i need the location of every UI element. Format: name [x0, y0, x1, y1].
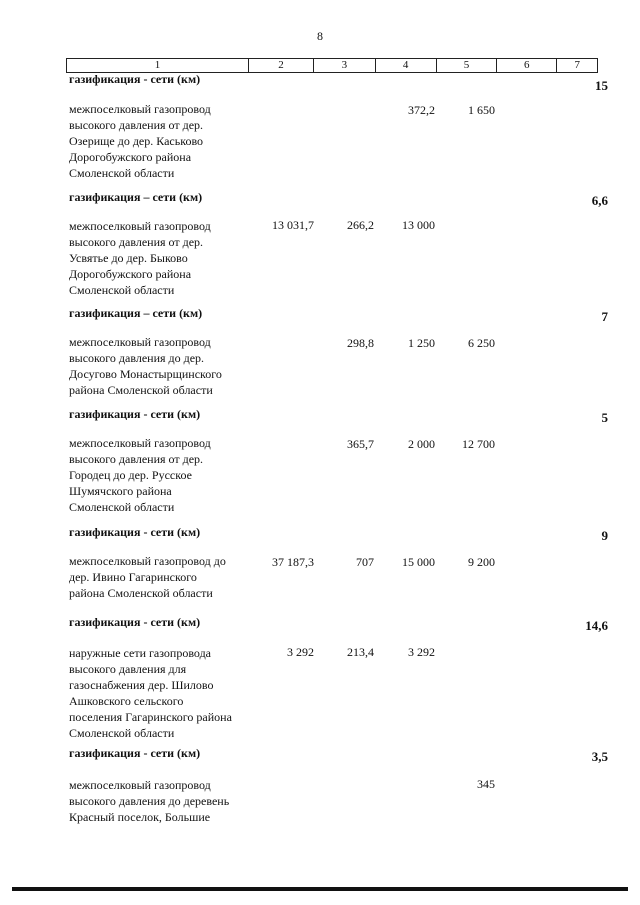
- row-col4-value: 2 000: [408, 437, 435, 451]
- header-col-1: 1: [67, 59, 249, 73]
- row-col3-value: 298,8: [347, 336, 374, 350]
- description-line: высокого давления от дер.: [69, 452, 204, 466]
- row-col3-value: 707: [356, 555, 374, 569]
- description-line: газоснабжения дер. Шилово: [69, 678, 214, 692]
- description-line: межпоселковый газопровод: [69, 778, 211, 792]
- description-line: района Смоленской области: [69, 383, 213, 397]
- bottom-rule: [12, 887, 628, 891]
- row-description: [69, 553, 259, 601]
- row-description: [69, 334, 259, 398]
- description-line: Смоленской области: [69, 166, 175, 180]
- row-col2-value: 3 292: [287, 645, 314, 659]
- description-line: Ашковского сельского: [69, 694, 184, 708]
- row-col4-value: 372,2: [408, 103, 435, 117]
- description-line: наружные сети газопровода: [69, 646, 212, 660]
- row-col4-value: 3 292: [408, 645, 435, 659]
- description-line: высокого давления до деревень: [69, 794, 230, 808]
- description-line: межпоселковый газопровод до: [69, 554, 226, 568]
- row-col5-value: 6 250: [468, 336, 495, 350]
- description-line: поселения Гагаринского района: [69, 710, 232, 724]
- description-line: Озерище до дер. Каськово: [69, 134, 204, 148]
- header-col-2: 2: [249, 59, 314, 73]
- row-col7-value: 7: [601, 309, 608, 324]
- row-col3-value: 365,7: [347, 437, 374, 451]
- row-heading: газификация - сети (км): [69, 407, 201, 421]
- row-description: [69, 435, 259, 515]
- row-col2-value: 13 031,7: [272, 218, 314, 232]
- row-col4-value: 13 000: [402, 218, 435, 232]
- row-description: [69, 101, 259, 181]
- description-line: высокого давления от дер.: [69, 118, 204, 132]
- row-col7-value: 3,5: [591, 749, 608, 764]
- row-col7-value: 15: [595, 78, 608, 93]
- row-heading: газификация – сети (км): [69, 190, 203, 204]
- row-col7-value: 6,6: [591, 193, 608, 208]
- header-col-6: 6: [497, 59, 557, 73]
- row-col4-value: 1 250: [408, 336, 435, 350]
- row-col3-value: 213,4: [347, 645, 374, 659]
- description-line: района Смоленской области: [69, 586, 213, 600]
- row-col5-value: 1 650: [468, 103, 495, 117]
- description-line: Дорогобужского района: [69, 150, 192, 164]
- header-col-3: 3: [314, 59, 375, 73]
- header-col-7: 7: [574, 59, 580, 71]
- row-heading: газификация – сети (км): [69, 306, 203, 320]
- description-line: высокого давления до дер.: [69, 351, 205, 365]
- description-line: Смоленской области: [69, 726, 175, 740]
- row-heading: газификация - сети (км): [69, 746, 201, 760]
- row-col7-value: 9: [601, 528, 608, 543]
- description-line: Усвятье до дер. Быково: [69, 251, 188, 265]
- row-col5-value: 345: [477, 777, 495, 791]
- row-heading: газификация - сети (км): [69, 615, 201, 629]
- description-line: межпоселковый газопровод: [69, 102, 211, 116]
- row-heading: газификация - сети (км): [69, 72, 201, 86]
- description-line: Досугово Монастырщинского: [69, 367, 222, 381]
- row-description: [69, 777, 259, 825]
- description-line: Городец до дер. Русское: [69, 468, 192, 482]
- row-description: [69, 645, 259, 741]
- row-col5-value: 9 200: [468, 555, 495, 569]
- row-col5-value: 12 700: [462, 437, 495, 451]
- description-line: Шумячского района: [69, 484, 172, 498]
- row-col7-value: 5: [601, 410, 608, 425]
- row-col7-value: 14,6: [585, 618, 608, 633]
- description-line: Красный поселок, Большие: [69, 810, 211, 824]
- description-line: Смоленской области: [69, 500, 175, 514]
- description-line: дер. Ивино Гагаринского: [69, 570, 197, 584]
- page-number: 8: [317, 29, 323, 43]
- row-description: [69, 218, 259, 298]
- row-col2-value: 37 187,3: [272, 555, 314, 569]
- header-col-4: 4: [376, 59, 437, 73]
- description-line: межпоселковый газопровод: [69, 436, 211, 450]
- description-line: Смоленской области: [69, 283, 175, 297]
- row-col4-value: 15 000: [402, 555, 435, 569]
- description-line: высокого давления для: [69, 662, 187, 676]
- header-col-5: 5: [437, 59, 497, 73]
- row-col3-value: 266,2: [347, 218, 374, 232]
- row-heading: газификация - сети (км): [69, 525, 201, 539]
- description-line: межпоселковый газопровод: [69, 219, 211, 233]
- description-line: Дорогобужского района: [69, 267, 192, 281]
- table-header: [66, 58, 598, 73]
- description-line: межпоселковый газопровод: [69, 335, 211, 349]
- description-line: высокого давления от дер.: [69, 235, 204, 249]
